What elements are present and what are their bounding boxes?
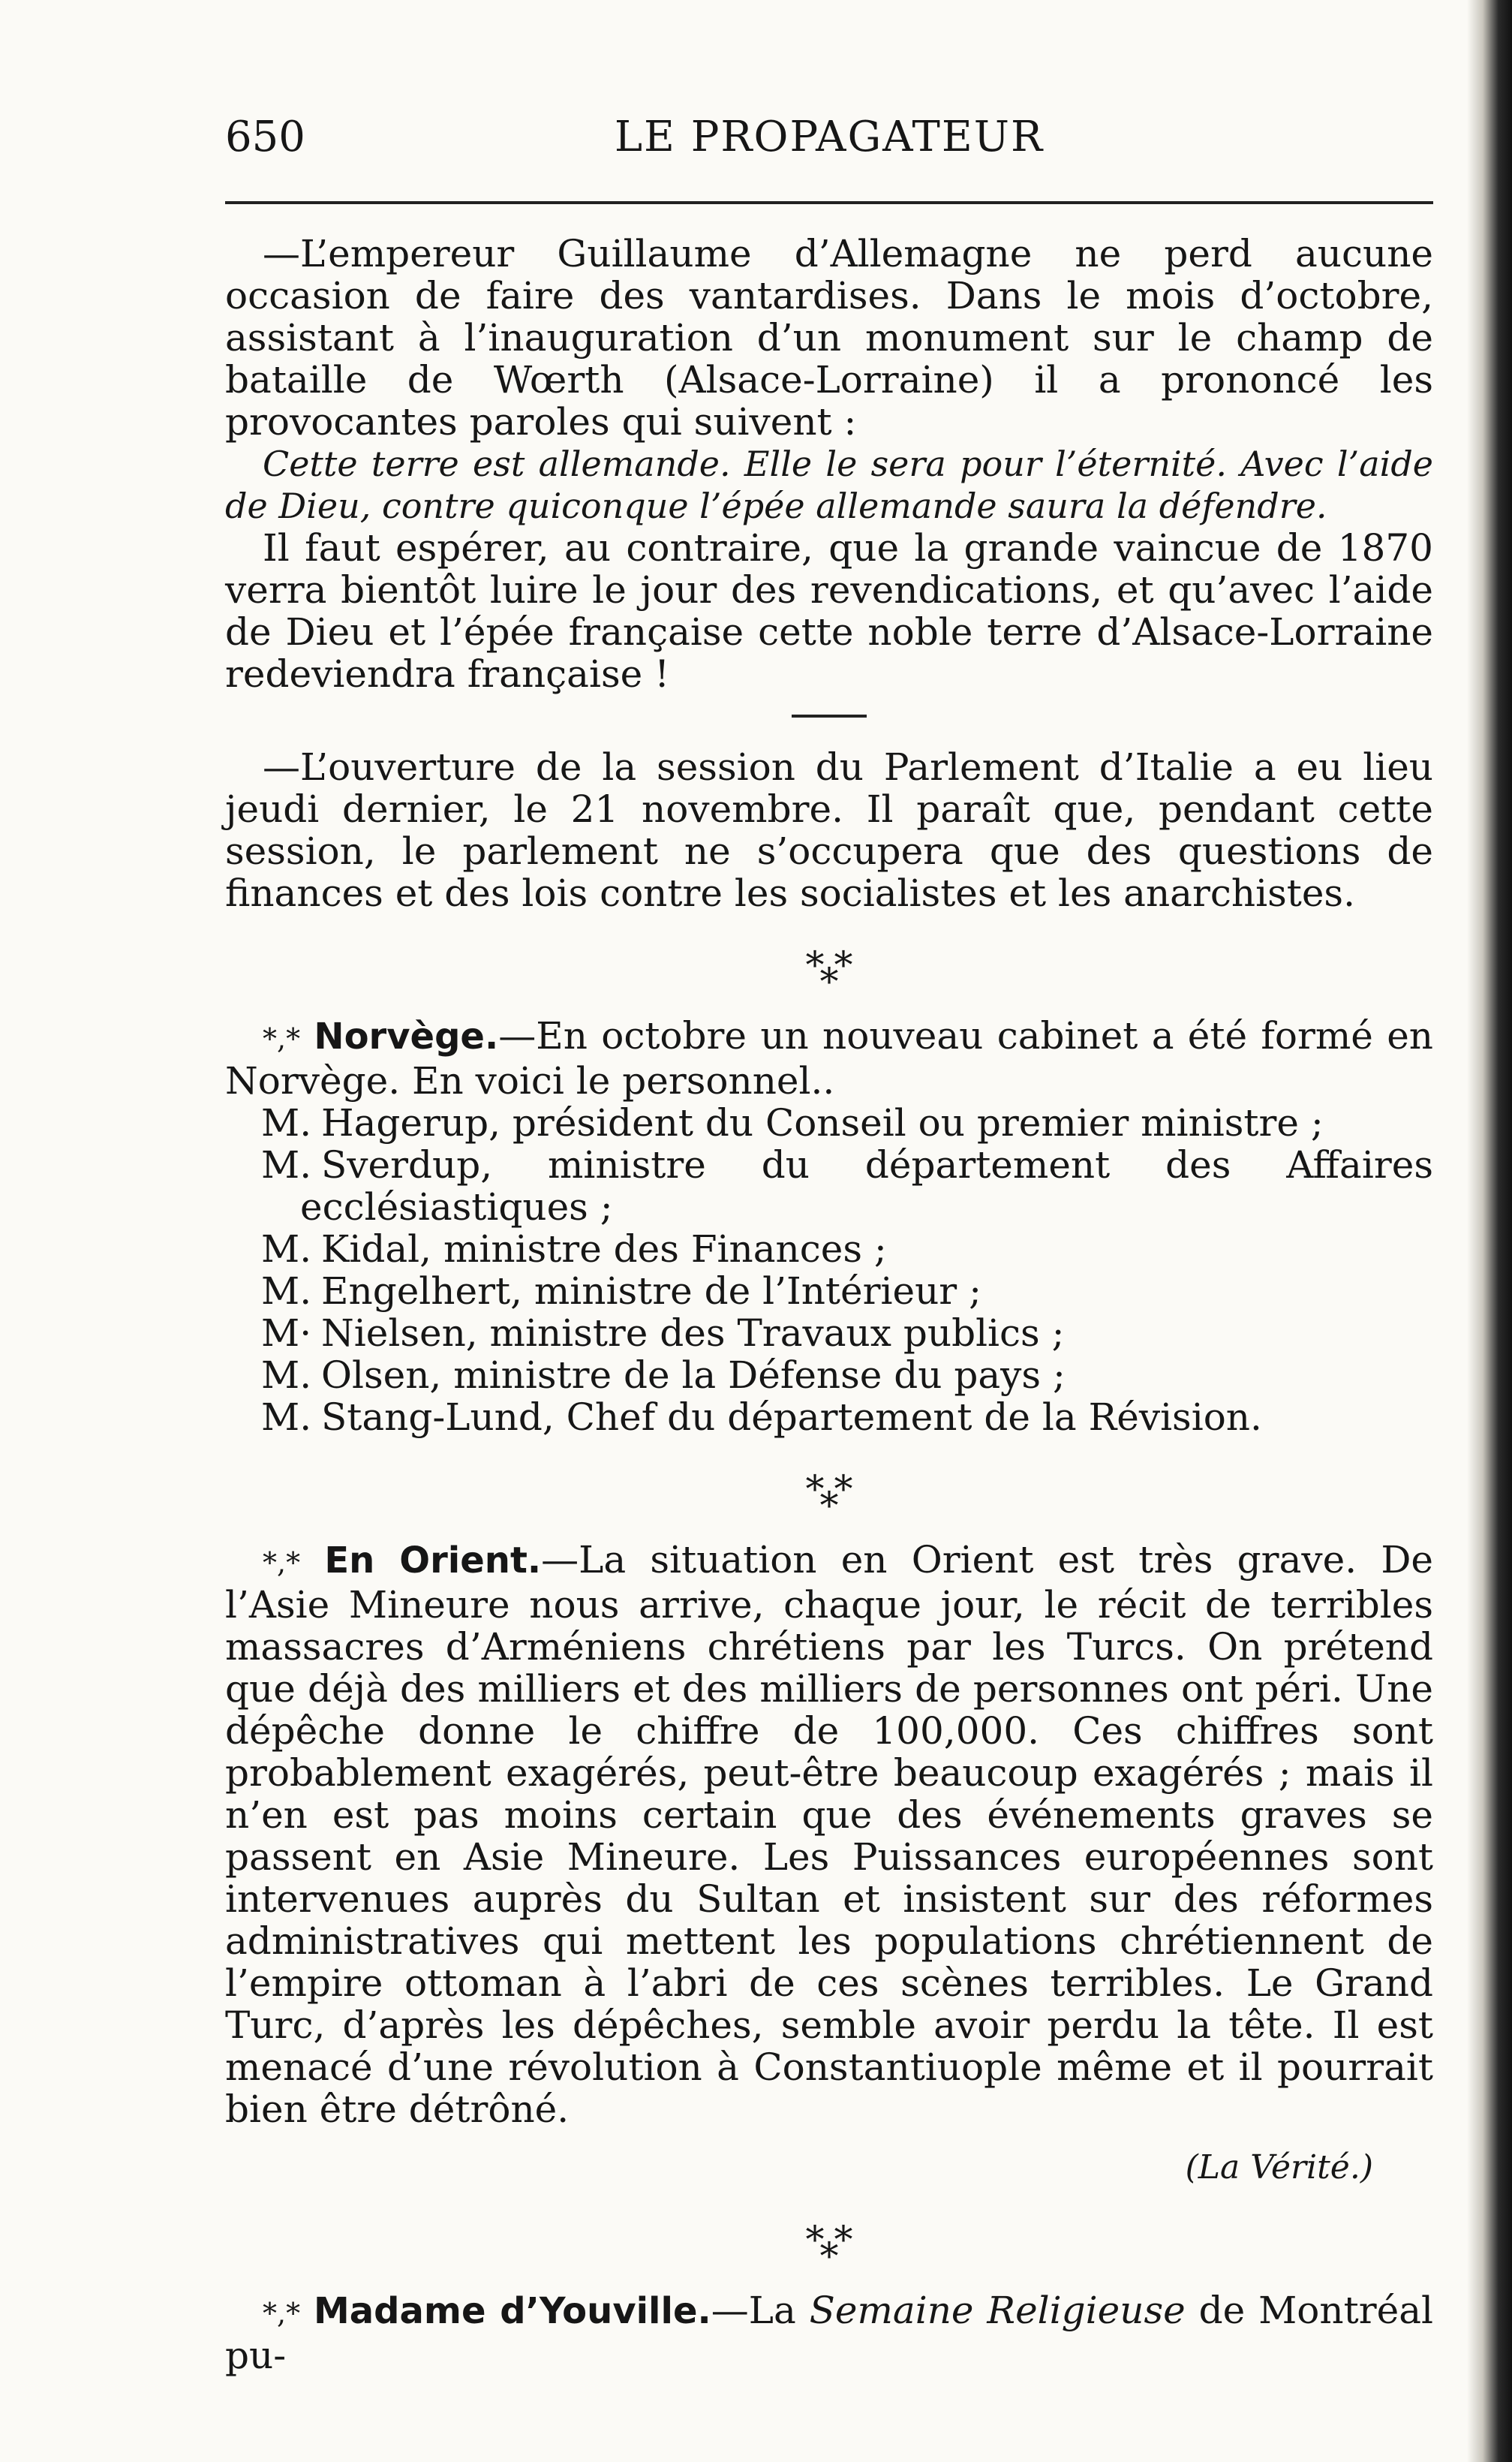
guillaume-paragraph: —L’empereur Guillaume d’Allemagne ne perd aucune occasion de faire des vantardises. Dans le mois d’octobre, assistant à l’inauguration d’un monument sur le champ de bataille de Wœrth (Alsace-Lorraine) il a prononcé les provocantes paroles qui suivent : xyxy=(225,232,1433,444)
youville-lead: Madame d’Youville. xyxy=(314,2290,711,2332)
youville-italic-title: Semaine Religieuse xyxy=(809,2289,1186,2332)
youville-text-before: —La xyxy=(711,2289,810,2332)
header-rule xyxy=(225,201,1433,204)
asterism-star: * xyxy=(805,944,825,987)
bullet-stars: *,* xyxy=(263,2297,301,2330)
page-header xyxy=(225,113,1433,173)
minister-item: M· Nielsen, ministre des Travaux publics ; xyxy=(261,1311,1065,1355)
youville-paragraph xyxy=(225,2289,1433,2376)
bullet-stars: *,* xyxy=(263,1546,301,1579)
asterism-separator xyxy=(225,1467,1433,1527)
minister-item: M. Stang-Lund, Chef du département de la Révision. xyxy=(261,1395,1262,1439)
asterism-separator xyxy=(225,2218,1433,2278)
norvege-paragraph xyxy=(225,1015,1433,1102)
asterism-star: * xyxy=(819,960,839,1004)
asterism-star: * xyxy=(805,2218,825,2262)
orient-lead: En Orient. xyxy=(324,1540,542,1582)
minister-list xyxy=(225,1102,1433,1438)
norvege-lead: Norvège. xyxy=(314,1016,499,1058)
asterism-star: * xyxy=(805,1467,825,1511)
bullet-stars: *,* xyxy=(263,1022,301,1055)
orient-text: —La situation en Orient est très grave. De l’Asie Mineure nous arrive, chaque jour, le récit de terribles massacres d’Arméniens chrétiens par les Turcs. On prétend que déjà des milliers et des milliers de personnes ont péri. Une dépêche donne le chiffre de 100,000. Ces chiffres sont probablement exagérés, peut-être beaucoup exagérés ; mais il n’en est pas moins certain que des événements graves se passent en Asie Mineure. Les Puissances européennes sont intervenues auprès du Sultan et insistent sur des réformes administratives qui mettent les populations chrétiennent de l’empire ottoman à l’abri de ces scènes terribles. Le Grand Turc, d’après les dépêches, semble avoir perdu la tête. Il est menacé d’une révolution à Constantiuople même et il pourrait bien être détrôné. xyxy=(225,1538,1433,2131)
guillaume-commentary: Il faut espérer, au contraire, que la grande vaincue de 1870 verra bientôt luire le jour des revendications, et qu’avec l’aide de Dieu et l’épée française cette noble terre d’Alsace-Lorraine redeviendra française ! xyxy=(225,526,1433,696)
running-title: LE PROPAGATEUR xyxy=(614,113,1045,161)
orient-paragraph xyxy=(225,1539,1433,2130)
italie-paragraph: —L’ouverture de la session du Parlement d’Italie a eu lieu jeudi dernier, le 21 novembre. Il paraît que, pendant cette session, le parlement ne s’occupera que des questions de finances et des lois contre les socialistes et les anarchistes. xyxy=(225,745,1433,915)
asterism-star: * xyxy=(819,2235,839,2278)
minister-item: M. Sverdup, ministre du département des Affaires ecclésiastiques ; xyxy=(261,1143,1433,1229)
page-body xyxy=(225,233,1433,2376)
book-page xyxy=(225,0,1433,2462)
page-number: 650 xyxy=(225,113,305,161)
asterism-star: * xyxy=(834,2218,853,2262)
norvege-text: —En octobre un nouveau cabinet a été formé en Norvège. En voici le personnel.. xyxy=(225,1014,1433,1103)
asterism-star: * xyxy=(819,1484,839,1527)
youville-text-after: de Montréal pu- xyxy=(225,2289,1433,2377)
minister-item: M. Kidal, ministre des Finances ; xyxy=(261,1227,887,1271)
orient-source: (La Vérité.) xyxy=(1185,2148,1373,2187)
minister-item: M. Hagerup, président du Conseil ou premier ministre ; xyxy=(261,1101,1324,1145)
guillaume-quote: Cette terre est allemande. Elle le sera pour l’éternité. Avec l’aide de Dieu, contre quiconque l’épée allemande saura la défendre. xyxy=(225,444,1433,526)
asterism-star: * xyxy=(834,944,853,987)
section-divider xyxy=(792,715,867,718)
minister-item: M. Olsen, ministre de la Défense du pays ; xyxy=(261,1353,1066,1397)
page-edge-shadow xyxy=(1467,0,1512,2462)
asterism-star: * xyxy=(834,1467,853,1511)
minister-item: M. Engelhert, ministre de l’Intérieur ; xyxy=(261,1269,981,1313)
asterism-separator xyxy=(225,944,1433,1004)
